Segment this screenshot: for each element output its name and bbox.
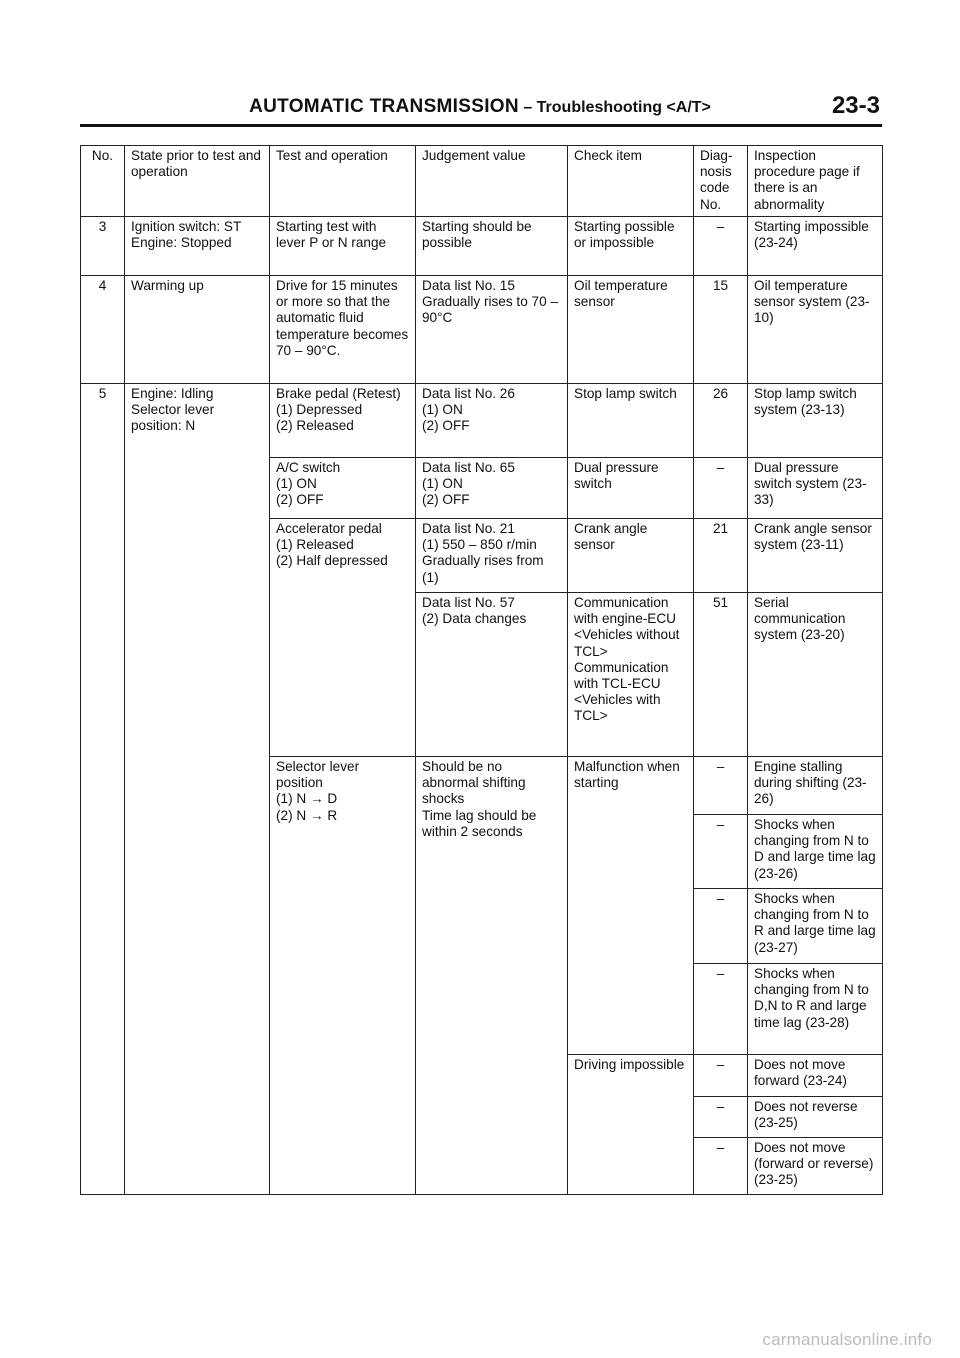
header-test: Test and operation <box>270 146 416 217</box>
selector-item-5-diag: – <box>694 1055 748 1097</box>
row5-brake-check: Stop lamp switch <box>568 384 694 458</box>
comm-check-3: Communication with TCL-ECU <box>574 659 669 692</box>
selector-item-5-insp: Does not move forward (23-24) <box>748 1055 883 1097</box>
row3-diag: – <box>694 217 748 276</box>
row3-check: Starting possible or impossible <box>568 217 694 276</box>
header-diag: Diag-nosis code No. <box>694 146 748 217</box>
brake-judge-3: (2) OFF <box>422 418 470 434</box>
row5-brake-diag: 26 <box>694 384 748 458</box>
title-main: AUTOMATIC TRANSMISSION <box>249 96 519 117</box>
row5-selector-judge <box>416 757 568 1195</box>
accel-judge-3: Gradually rises from (1) <box>422 553 544 585</box>
row4-judge <box>416 276 568 384</box>
selector-test-3: (2) N → R <box>276 807 338 823</box>
ac-judge-1: Data list No. 65 <box>422 460 515 475</box>
row5-comm-judge <box>416 593 568 757</box>
row5-state <box>125 384 270 1195</box>
row3-judge: Starting should be possible <box>416 217 568 276</box>
selector-item-3-diag: – <box>694 889 748 964</box>
selector-item-4-insp: Shocks when changing from N to D,N to R and large time lag (23-28) <box>748 964 883 1055</box>
header-insp: Inspection procedure page if there is an abnormality <box>748 146 883 217</box>
selector-test-1: Selector lever position <box>276 759 360 791</box>
row3-insp: Starting impossible (23-24) <box>748 217 883 276</box>
row5-accel-judge <box>416 519 568 593</box>
row3-state <box>125 217 270 276</box>
troubleshooting-table <box>80 145 883 1195</box>
row5-accel-check: Crank angle sensor <box>568 519 694 593</box>
page-number: 23-3 <box>831 92 880 119</box>
brake-test-3: (2) Released <box>276 418 354 434</box>
selector-item-1-diag: – <box>694 757 748 815</box>
row5-brake-test <box>270 384 416 458</box>
row5-ac-diag: – <box>694 458 748 519</box>
header-state: State prior to test and operation <box>125 146 270 217</box>
row4-no: 4 <box>81 276 125 384</box>
accel-judge-1: Data list No. 21 <box>422 521 515 536</box>
accel-test-2: (1) Released <box>276 537 354 553</box>
accel-test-3: (2) Half depressed <box>276 553 388 569</box>
row3-state-2: Engine: Stopped <box>131 235 232 251</box>
row5-state-1: Engine: Idling <box>131 386 214 401</box>
table-row <box>81 384 883 458</box>
accel-judge-2: (1) 550 – 850 r/min <box>422 537 537 553</box>
page-title <box>80 96 880 118</box>
row4-check: Oil temperature sensor <box>568 276 694 384</box>
brake-test-1: Brake pedal (Retest) <box>276 386 401 401</box>
table-row <box>81 276 883 384</box>
row5-brake-insp: Stop lamp switch system (23-13) <box>748 384 883 458</box>
selector-judge-2: Time lag should be within 2 seconds <box>422 807 537 839</box>
selector-item-6-diag: – <box>694 1097 748 1138</box>
selector-test-2: (1) N → D <box>276 791 338 807</box>
ac-judge-3: (2) OFF <box>422 492 470 508</box>
ac-judge-2: (1) ON <box>422 476 463 492</box>
comm-check-4: <Vehicles with TCL> <box>574 692 661 724</box>
brake-judge-2: (1) ON <box>422 402 463 418</box>
row4-judge-1: Data list No. 15 <box>422 278 515 293</box>
row4-diag: 15 <box>694 276 748 384</box>
row3-state-1: Ignition switch: ST <box>131 219 242 234</box>
row5-selector-check-driving: Driving impossible <box>568 1055 694 1195</box>
header-no: No. <box>81 146 125 217</box>
selector-item-2-diag: – <box>694 815 748 889</box>
row4-insp: Oil temperature sensor system (23-10) <box>748 276 883 384</box>
page-header <box>80 92 880 124</box>
comm-check-1: Communication with engine-ECU <box>574 595 676 627</box>
row5-ac-test <box>270 458 416 519</box>
comm-check-2: <Vehicles without TCL> <box>574 627 680 659</box>
selector-judge-1: Should be no abnormal shifting shocks <box>422 759 526 807</box>
row5-no: 5 <box>81 384 125 1195</box>
watermark-footer: carmanualsonline.info <box>762 1330 932 1349</box>
selector-item-6-insp: Does not reverse (23-25) <box>748 1097 883 1138</box>
comm-judge-2: (2) Data changes <box>422 611 527 627</box>
header-judge: Judgement value <box>416 146 568 217</box>
row5-comm-diag: 51 <box>694 593 748 757</box>
row5-ac-judge <box>416 458 568 519</box>
selector-item-3-insp: Shocks when changing from N to R and large time lag (23-27) <box>748 889 883 964</box>
row4-state: Warming up <box>125 276 270 384</box>
selector-item-1-insp: Engine stalling during shifting (23-26) <box>748 757 883 815</box>
selector-item-4-diag: – <box>694 964 748 1055</box>
row5-ac-insp: Dual pressure switch system (23-33) <box>748 458 883 519</box>
row5-selector-test <box>270 757 416 1195</box>
row3-no: 3 <box>81 217 125 276</box>
row3-test: Starting test with lever P or N range <box>270 217 416 276</box>
header-check: Check item <box>568 146 694 217</box>
row4-judge-2: Gradually rises to 70 – 90°C <box>422 294 559 326</box>
row5-accel-test <box>270 519 416 757</box>
selector-item-7-diag: – <box>694 1138 748 1195</box>
brake-judge-1: Data list No. 26 <box>422 386 515 401</box>
row4-test: Drive for 15 minutes or more so that the automatic fluid temperature becomes 70 – 90°C. <box>270 276 416 384</box>
row5-ac-check: Dual pressure switch <box>568 458 694 519</box>
row5-brake-judge <box>416 384 568 458</box>
title-sub: – Troubleshooting <A/T> <box>518 99 711 116</box>
row5-comm-check <box>568 593 694 757</box>
row5-accel-insp: Crank angle sensor system (23-11) <box>748 519 883 593</box>
comm-judge-1: Data list No. 57 <box>422 595 515 610</box>
header-rule <box>80 124 882 127</box>
row5-comm-insp: Serial communication system (23-20) <box>748 593 883 757</box>
row5-selector-check-malfunction: Malfunction when starting <box>568 757 694 1055</box>
table-row <box>81 217 883 276</box>
ac-test-1: A/C switch <box>276 460 341 475</box>
ac-test-2: (1) ON <box>276 476 317 492</box>
row5-state-2: Selector lever position: N <box>131 402 215 434</box>
ac-test-3: (2) OFF <box>276 492 324 508</box>
accel-test-1: Accelerator pedal <box>276 521 382 536</box>
row5-accel-diag: 21 <box>694 519 748 593</box>
selector-item-7-insp: Does not move (forward or reverse) (23-25) <box>748 1138 883 1195</box>
table-header-row <box>81 146 883 217</box>
brake-test-2: (1) Depressed <box>276 402 363 418</box>
selector-item-2-insp: Shocks when changing from N to D and large time lag (23-26) <box>748 815 883 889</box>
